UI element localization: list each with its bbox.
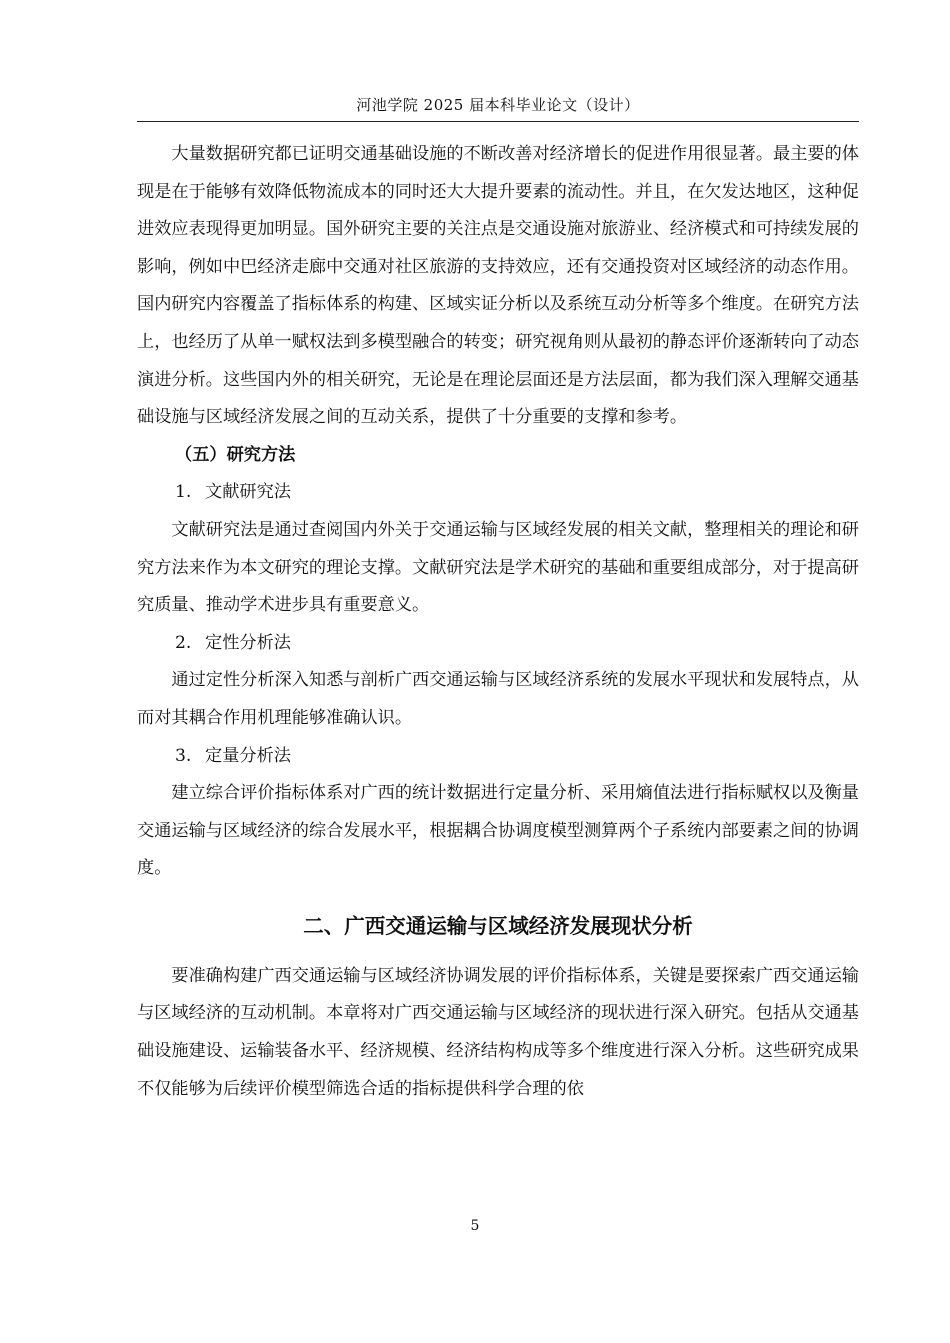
method-heading-2: [137, 625, 859, 663]
method-number: 3.: [175, 745, 192, 766]
method-heading-3: [137, 738, 859, 776]
method-heading-1: [137, 474, 859, 512]
chapter-heading: 二、广西交通运输与区域经济发展现状分析: [303, 913, 693, 938]
method-title: 定性分析法: [205, 632, 291, 653]
section-heading: （五）研究方法: [175, 444, 296, 465]
method-number: 1.: [175, 482, 192, 503]
header-title: 河池学院 2025 届本科毕业论文（设计）: [356, 96, 640, 114]
page-header: [137, 92, 859, 122]
method-title: 文献研究法: [205, 482, 291, 503]
intro-paragraph: 大量数据研究都已证明交通基础设施的不断改善对经济增长的促进作用很显著。最主要的体现是在于能够有效降低物流成本的同时还大大提升要素的流动性。并且，在欠发达地区，这种促进效应表现得更加明显。国外研究主要的关注点是交通设施对旅游业、经济模式和可持续发展的影响，例如中巴经济走廊中交通对社区旅游的支持效应，还有交通投资对区域经济的动态作用。国内研究内容覆盖了指标体系的构建、区域实证分析以及系统互动分析等多个维度。在研究方法上，也经历了从单一赋权法到多模型融合的转变；研究视角则从最初的静态评价逐渐转向了动态演进分析。这些国内外的相关研究，无论是在理论层面还是方法层面，都为我们深入理解交通基础设施与区域经济发展之间的互动关系，提供了十分重要的支撑和参考。: [137, 144, 859, 428]
method-number: 2.: [175, 632, 192, 653]
chapter-paragraph: 要准确构建广西交通运输与区域经济协调发展的评价指标体系，关键是要探索广西交通运输与区域经济的互动机制。本章将对广西交通运输与区域经济的现状进行深入研究。包括从交通基础设施建设、运输装备水平、经济规模、经济结构构成等多个维度进行深入分析。这些研究成果不仅能够为后续评价模型筛选合适的指标提供科学合理的依: [137, 965, 859, 1099]
page-number: 5: [470, 1218, 480, 1234]
method-paragraph-2: 通过定性分析深入知悉与剖析广西交通运输与区域经济系统的发展水平现状和发展特点，从而对其耦合作用机理能够准确认识。: [137, 670, 859, 728]
method-title: 定量分析法: [205, 745, 291, 766]
method-paragraph-1: 文献研究法是通过查阅国内外关于交通运输与区域经发展的相关文献，整理相关的理论和研究方法来作为本文研究的理论支撑。文献研究法是学术研究的基础和重要组成部分，对于提高研究质量、推动学术进步具有重要意义。: [137, 519, 859, 616]
page-body: [137, 136, 859, 1108]
method-paragraph-3: 建立综合评价指标体系对广西的统计数据进行定量分析、采用熵值法进行指标赋权以及衡量交通运输与区域经济的综合发展水平，根据耦合协调度模型测算两个子系统内部要素之间的协调度。: [137, 783, 859, 879]
